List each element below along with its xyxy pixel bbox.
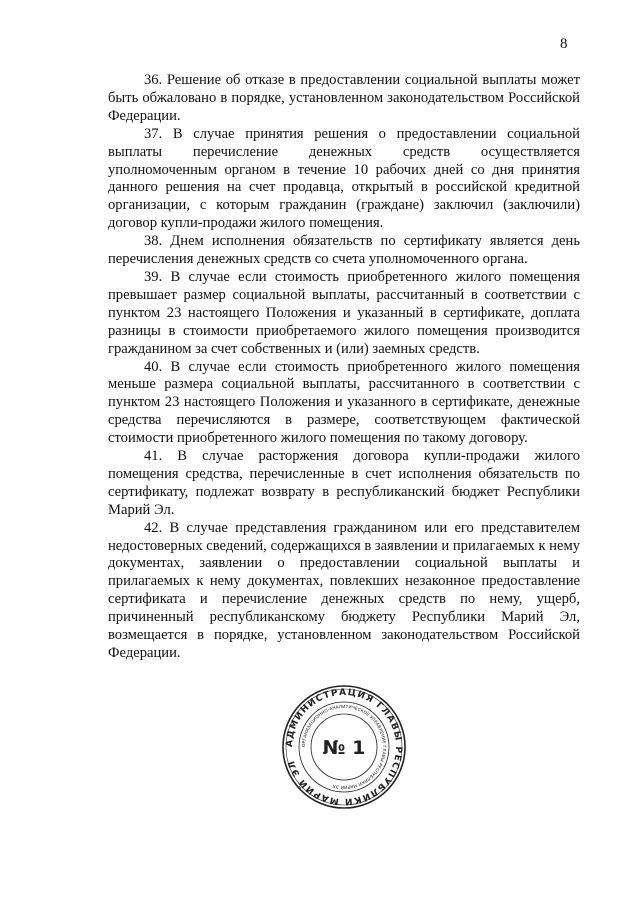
- page-number: 8: [560, 36, 568, 52]
- paragraph-37: 37. В случае принятия решения о предоставлении социальной выплаты перечисление денежных средств осуществляется уполномоченным органом в течение 10 рабочих дней со дня принятия данного решения на счет продавца, открытый в российской кредитной организации, с которым гражданин (граждане) заключил (заключили) договор купли-продажи жилого помещения.: [108, 125, 580, 232]
- paragraph-39: 39. В случае если стоимость приобретенного жилого помещения превышает размер социальной выплаты, рассчитанный в соответствии с пунктом 23 настоящего Положения и указанный в сертификате, доплата разницы в стоимости приобретаемого жилого помещения производится гражданином за счет собственных и (или) заемных средств.: [108, 268, 580, 357]
- document-body: [108, 72, 580, 663]
- seal-graphic: [281, 684, 407, 810]
- paragraph-38: 38. Днем исполнения обязательств по сертификату является день перечисления денежных средств со счета уполномоченного органа.: [108, 233, 580, 268]
- seal-inner-text: ОРГАНИЗАЦИОННО-АНАЛИТИЧЕСКОЕ УПРАВЛЕНИЕ ГЛАВЫ РЕСПУБЛИКИ МАРИЙ ЭЛ: [301, 704, 387, 790]
- seal-outer-text: АДМИНИСТРАЦИЯ ГЛАВЫ РЕСПУБЛИКИ МАРИЙ ЭЛ: [284, 687, 404, 807]
- official-seal: [281, 684, 407, 810]
- paragraph-42: 42. В случае представления гражданином или его представителем недостоверных сведений, содержащихся в заявлении и прилагаемых к нему документах, заявлении о предоставлении социальной выплаты и прилагаемых к нему документах, повлекших незаконное предоставление сертификата и перечисление денежных средств по нему, ущерб, причиненный республиканскому бюджету Республики Марий Эл, возмещается в порядке, установленном законодательством Российской Федерации.: [108, 519, 581, 661]
- paragraph-36: 36. Решение об отказе в предоставлении социальной выплаты может быть обжаловано в порядке, установленном законодательством Российской Федерации.: [108, 72, 580, 124]
- paragraph-40: 40. В случае если стоимость приобретенного жилого помещения меньше размера социальной выплаты, рассчитанного в соответствии с пунктом 23 настоящего Положения и указанного в сертификате, денежные средства перечисляются в размере, соответствующем фактической стоимости приобретенного жилого помещения по такому договору.: [108, 358, 580, 447]
- seal-number: № 1: [322, 737, 366, 759]
- paragraph-41: 41. В случае расторжения договора купли-продажи жилого помещения средства, перечисленные в счет исполнения обязательств по сертификату, подлежат возврату в республиканский бюджет Республики Марий Эл.: [108, 448, 580, 518]
